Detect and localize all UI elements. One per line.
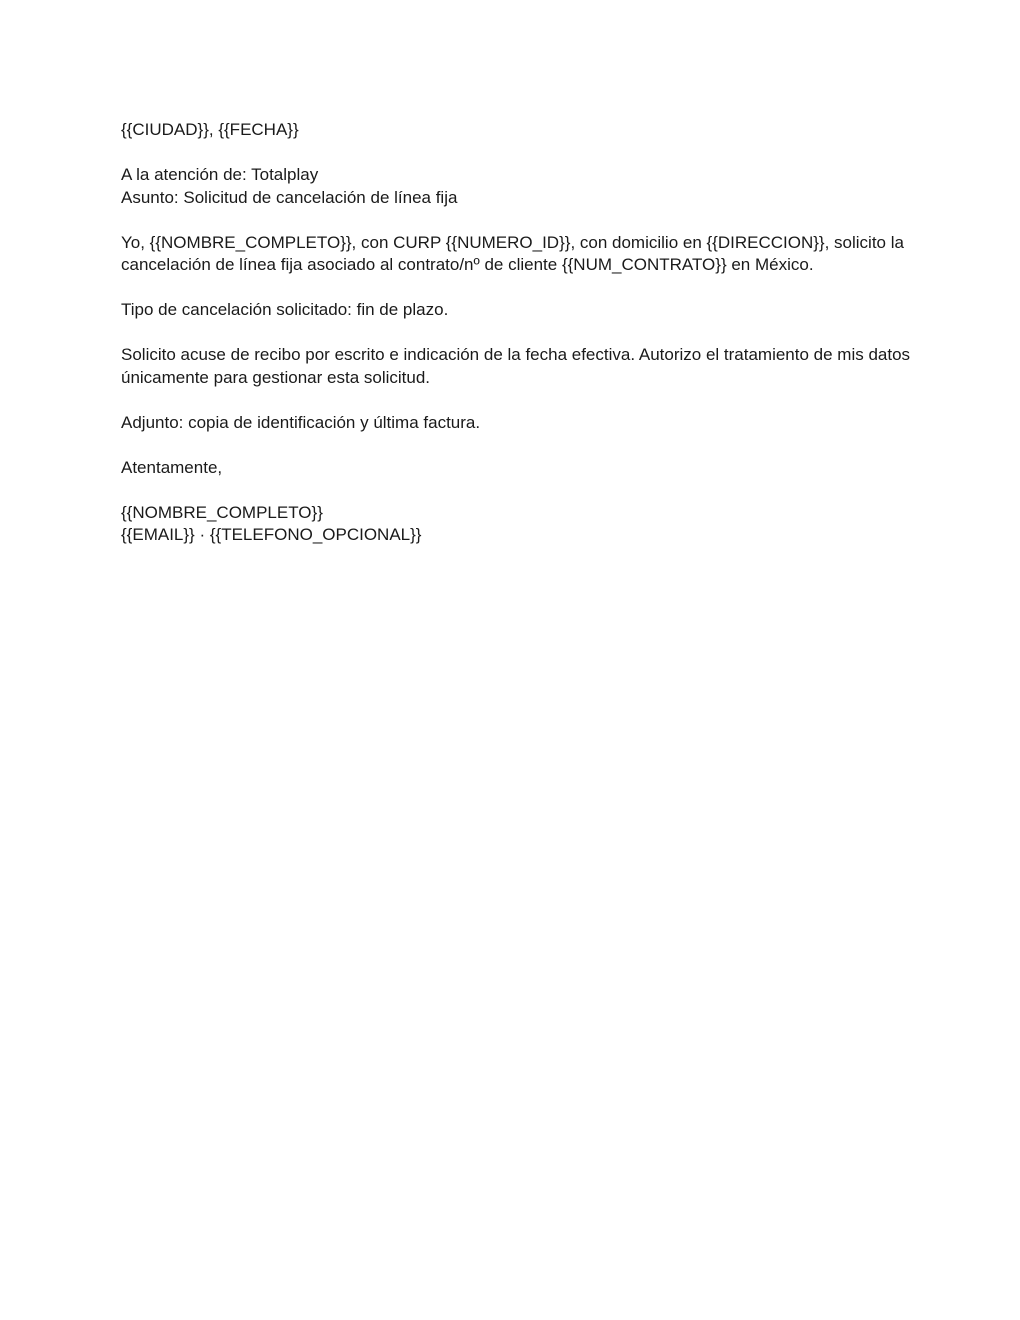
letter-body <box>121 119 911 569</box>
dateline: {{CIUDAD}}, {{FECHA}} <box>121 120 299 139</box>
cancellation-type-line: Tipo de cancelación solicitado: fin de plazo. <box>121 300 449 319</box>
attention-line: A la atención de: Totalplay <box>121 165 319 184</box>
valediction-paragraph <box>121 457 903 480</box>
body-paragraph-3 <box>121 344 911 389</box>
body-paragraph-4 <box>121 412 903 435</box>
subject-line: Asunto: Solicitud de cancelación de línea fija <box>121 187 458 207</box>
valediction: Atentamente, <box>121 457 223 477</box>
body-paragraph-1-line-1: Yo, {{NOMBRE_COMPLETO}}, con CURP {{NUMERO_ID}}, con domicilio en {{DIRECCION}}, solicito la <box>121 232 904 252</box>
signature-contact: {{EMAIL}} · {{TELEFONO_OPCIONAL}} <box>121 525 422 544</box>
body-paragraph-3-line-2: únicamente para gestionar esta solicitud. <box>121 367 431 387</box>
body-paragraph-2 <box>121 299 903 322</box>
attachments-line: Adjunto: copia de identificación y última factura. <box>121 412 481 432</box>
recipient-paragraph <box>121 164 903 209</box>
body-paragraph-1-line-2: cancelación de línea fija asociado al contrato/nº de cliente {{NUM_CONTRATO}} en México. <box>121 255 814 274</box>
dateline-paragraph <box>121 119 903 142</box>
body-paragraph-1 <box>121 232 903 277</box>
signature-paragraph <box>121 502 903 547</box>
body-paragraph-3-line-1: Solicito acuse de recibo por escrito e indicación de la fecha efectiva. Autorizo el tratamiento de mis datos <box>121 345 911 364</box>
signature-name: {{NOMBRE_COMPLETO}} <box>121 502 323 522</box>
